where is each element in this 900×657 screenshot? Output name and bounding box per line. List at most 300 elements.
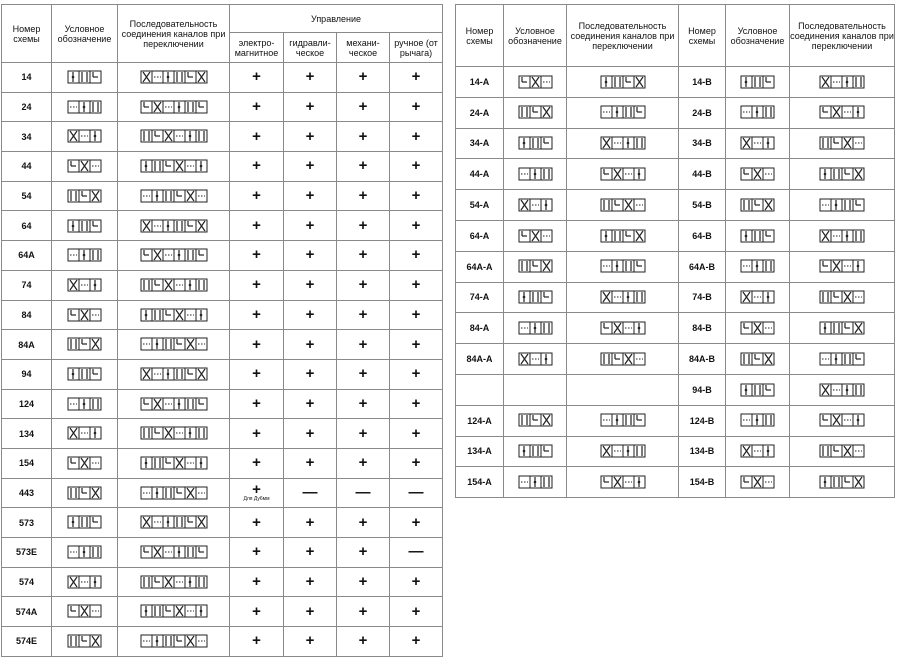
switching-sequence-icon	[140, 397, 208, 411]
control-mech-cell	[337, 122, 390, 152]
table-row	[2, 211, 443, 241]
sequence-cell	[790, 436, 895, 467]
control-manual-cell	[390, 627, 443, 657]
symbol-cell	[504, 344, 567, 375]
symbol-cell	[52, 211, 118, 241]
sequence-cell	[790, 97, 895, 128]
switching-sequence-icon	[600, 229, 646, 243]
switching-sequence-icon	[140, 337, 208, 351]
control-mark: +	[358, 602, 368, 620]
control-manual-cell	[390, 241, 443, 271]
scheme-number-cell: 74	[2, 270, 52, 300]
scheme-number-cell: 124-В	[679, 405, 726, 436]
scheme-number-cell: 124-А	[456, 405, 504, 436]
valve-symbol-icon	[740, 383, 775, 397]
symbol-cell	[52, 92, 118, 122]
control-manual-cell	[390, 448, 443, 478]
scheme-number-cell: 154-В	[679, 467, 726, 498]
valve-symbol-icon	[740, 105, 775, 119]
control-mark: +	[411, 454, 421, 472]
symbol-cell	[726, 251, 790, 282]
control-mark: +	[411, 246, 421, 264]
scheme-number-cell: 64А-А	[456, 251, 504, 282]
control-manual-cell	[390, 122, 443, 152]
symbol-cell	[726, 220, 790, 251]
valve-symbol-icon	[67, 308, 102, 322]
symbol-cell	[52, 597, 118, 627]
sequence-cell	[118, 241, 230, 271]
control-electro-cell	[230, 448, 284, 478]
control-mark: +	[411, 573, 421, 591]
control-manual-cell	[390, 508, 443, 538]
valve-symbol-icon	[740, 413, 775, 427]
valve-symbol-icon	[518, 105, 553, 119]
scheme-number-cell: 94-В	[679, 374, 726, 405]
sequence-cell	[118, 538, 230, 568]
switching-sequence-icon	[819, 136, 865, 150]
control-hydro-cell	[284, 181, 337, 211]
sequence-cell	[790, 313, 895, 344]
switching-sequence-icon	[819, 229, 865, 243]
sequence-cell	[118, 389, 230, 419]
control-mark: +	[252, 481, 261, 499]
control-electro-cell	[230, 241, 284, 271]
header-sequence: Последовательность соединения каналов при переключении	[118, 5, 230, 63]
control-electro-cell	[230, 627, 284, 657]
sequence-cell	[567, 97, 679, 128]
scheme-number-cell: 154-А	[456, 467, 504, 498]
sequence-cell	[118, 270, 230, 300]
control-mark: +	[411, 216, 421, 234]
control-hydro-cell	[284, 478, 337, 508]
symbol-cell	[52, 538, 118, 568]
control-electro-cell	[230, 597, 284, 627]
scheme-number-cell: 24-В	[679, 97, 726, 128]
table-row	[2, 270, 443, 300]
sequence-cell	[790, 467, 895, 498]
scheme-number-cell: 44-В	[679, 159, 726, 190]
valve-symbol-icon	[740, 167, 775, 181]
table-row	[456, 190, 895, 221]
control-note: Для Ду6мм	[243, 496, 270, 503]
switching-sequence-icon	[600, 75, 646, 89]
sequence-cell	[118, 419, 230, 449]
control-mark: +	[252, 513, 261, 531]
control-mark: +	[305, 157, 315, 175]
scheme-number-cell: 134-В	[679, 436, 726, 467]
symbol-cell	[504, 251, 567, 282]
switching-sequence-icon	[819, 105, 865, 119]
control-manual-cell	[390, 567, 443, 597]
scheme-number-cell: 64-В	[679, 220, 726, 251]
control-mark: +	[305, 543, 315, 561]
valve-symbol-icon	[67, 100, 102, 114]
scheme-number-cell: 84-В	[679, 313, 726, 344]
switching-sequence-icon	[140, 159, 208, 173]
control-mark: +	[411, 335, 421, 353]
control-hydro-cell	[284, 152, 337, 182]
symbol-cell	[726, 374, 790, 405]
sequence-cell	[118, 92, 230, 122]
valve-symbol-icon	[67, 397, 102, 411]
switching-sequence-icon	[140, 634, 208, 648]
valve-symbol-icon	[518, 413, 553, 427]
scheme-number-cell: 573	[2, 508, 52, 538]
valve-symbol-icon	[518, 75, 553, 89]
table-row	[456, 313, 895, 344]
control-mark: —	[355, 483, 371, 501]
control-electro-cell	[230, 92, 284, 122]
sequence-cell	[118, 597, 230, 627]
symbol-cell	[726, 405, 790, 436]
scheme-number-cell: 74-В	[679, 282, 726, 313]
control-manual-cell	[390, 300, 443, 330]
switching-sequence-icon	[600, 198, 646, 212]
symbol-cell	[52, 63, 118, 93]
table-row	[456, 405, 895, 436]
control-manual-cell	[390, 419, 443, 449]
switching-sequence-icon	[819, 352, 865, 366]
sequence-cell	[567, 374, 679, 405]
scheme-number-cell: 84	[2, 300, 52, 330]
valve-symbol-icon	[740, 475, 775, 489]
switching-sequence-icon	[140, 426, 208, 440]
symbol-cell	[52, 419, 118, 449]
control-electro-cell	[230, 152, 284, 182]
control-mark: +	[411, 98, 421, 116]
sequence-cell	[118, 478, 230, 508]
symbol-cell	[52, 389, 118, 419]
valve-symbol-icon	[518, 475, 553, 489]
control-mark: +	[252, 305, 261, 323]
symbol-cell	[504, 128, 567, 159]
table-row	[456, 467, 895, 498]
sequence-cell	[118, 152, 230, 182]
control-mark: +	[411, 632, 421, 650]
switching-sequence-icon	[600, 321, 646, 335]
sequence-cell	[790, 67, 895, 98]
valve-symbol-icon	[67, 634, 102, 648]
symbol-cell	[504, 374, 567, 405]
valve-symbol-icon	[67, 129, 102, 143]
control-electro-cell	[230, 330, 284, 360]
valve-symbol-icon	[518, 290, 553, 304]
table-row	[456, 282, 895, 313]
control-mark: +	[252, 246, 261, 264]
right-table-body	[456, 67, 895, 498]
scheme-number-cell: 154	[2, 448, 52, 478]
switching-sequence-icon	[140, 278, 208, 292]
control-manual-cell	[390, 359, 443, 389]
control-mark: +	[252, 127, 261, 145]
control-manual-cell	[390, 597, 443, 627]
switching-sequence-icon	[600, 259, 646, 273]
valve-symbol-icon	[740, 136, 775, 150]
sequence-cell	[567, 282, 679, 313]
switching-sequence-icon	[819, 259, 865, 273]
control-electro-cell	[230, 122, 284, 152]
sequence-cell	[790, 159, 895, 190]
table-row	[2, 181, 443, 211]
table-row	[2, 478, 443, 508]
table-row	[2, 597, 443, 627]
switching-sequence-icon	[140, 248, 208, 262]
control-mark: +	[305, 246, 315, 264]
scheme-number-cell: 134	[2, 419, 52, 449]
sequence-cell	[790, 405, 895, 436]
control-mech-cell	[337, 597, 390, 627]
symbol-cell	[504, 405, 567, 436]
valve-symbol-icon	[740, 75, 775, 89]
symbol-cell	[726, 467, 790, 498]
header-symbol-a: Условное обозначение	[504, 5, 567, 67]
symbol-cell	[726, 190, 790, 221]
control-mark: —	[302, 483, 318, 501]
valve-symbol-icon	[67, 70, 102, 84]
control-mark: +	[252, 365, 261, 383]
table-row	[456, 159, 895, 190]
switching-sequence-icon	[140, 604, 208, 618]
sequence-cell	[567, 405, 679, 436]
control-mark: +	[305, 187, 315, 205]
switching-sequence-icon	[140, 308, 208, 322]
sequence-cell	[118, 448, 230, 478]
switching-sequence-icon	[819, 444, 865, 458]
valve-symbol-icon	[740, 290, 775, 304]
sequence-cell	[567, 313, 679, 344]
symbol-cell	[52, 241, 118, 271]
control-hydro-cell	[284, 448, 337, 478]
control-mark: +	[411, 305, 421, 323]
switching-sequence-icon	[819, 167, 865, 181]
scheme-number-cell: 44	[2, 152, 52, 182]
header-sequence-a: Последовательность соединения каналов при переключении	[567, 5, 679, 67]
symbol-cell	[52, 567, 118, 597]
sequence-cell	[567, 67, 679, 98]
valve-symbol-icon	[67, 515, 102, 529]
control-mech-cell	[337, 567, 390, 597]
valve-symbol-icon	[67, 278, 102, 292]
symbol-cell	[504, 282, 567, 313]
switching-sequence-icon	[140, 515, 208, 529]
control-mark: +	[411, 365, 421, 383]
scheme-number-cell: 34-А	[456, 128, 504, 159]
valve-symbol-icon	[518, 198, 553, 212]
control-mark: +	[411, 157, 421, 175]
scheme-number-cell: 54-А	[456, 190, 504, 221]
control-mark: +	[411, 68, 421, 86]
left-table-body	[2, 63, 443, 657]
symbol-cell	[52, 627, 118, 657]
control-mark: +	[358, 454, 368, 472]
symbol-cell	[52, 300, 118, 330]
scheme-number-cell: 54	[2, 181, 52, 211]
scheme-number-cell: 84-А	[456, 313, 504, 344]
table-row	[2, 241, 443, 271]
table-row	[2, 63, 443, 93]
sequence-cell	[118, 627, 230, 657]
symbol-cell	[52, 359, 118, 389]
control-mark: +	[305, 335, 315, 353]
scheme-number-cell: 44-А	[456, 159, 504, 190]
valve-symbol-icon	[740, 198, 775, 212]
sequence-cell	[118, 330, 230, 360]
table-row	[2, 92, 443, 122]
scheme-number-cell: 54-В	[679, 190, 726, 221]
control-mech-cell	[337, 627, 390, 657]
symbol-cell	[726, 128, 790, 159]
control-mark: +	[305, 98, 315, 116]
scheme-number-cell: 64-А	[456, 220, 504, 251]
control-mark: +	[252, 187, 261, 205]
table-row	[2, 330, 443, 360]
sequence-cell	[790, 282, 895, 313]
header-manual: ручное (от рычага)	[390, 33, 443, 63]
control-mark: +	[305, 424, 315, 442]
control-mark: +	[252, 335, 261, 353]
control-mark: +	[305, 632, 315, 650]
control-mark: +	[411, 276, 421, 294]
control-mark: +	[252, 216, 261, 234]
control-electro-cell	[230, 508, 284, 538]
symbol-cell	[504, 67, 567, 98]
control-mark: +	[252, 98, 261, 116]
sequence-cell	[567, 467, 679, 498]
control-mech-cell	[337, 300, 390, 330]
control-hydro-cell	[284, 359, 337, 389]
control-mark: +	[358, 394, 368, 412]
control-mark: +	[358, 424, 368, 442]
control-mark: +	[411, 513, 421, 531]
table-row	[456, 67, 895, 98]
scheme-number-cell: 24-А	[456, 97, 504, 128]
table-row	[2, 508, 443, 538]
scheme-number-cell: 94	[2, 359, 52, 389]
symbol-cell	[52, 270, 118, 300]
control-manual-cell	[390, 211, 443, 241]
symbol-cell	[52, 478, 118, 508]
sequence-cell	[567, 220, 679, 251]
symbol-cell	[504, 97, 567, 128]
valve-symbol-icon	[518, 259, 553, 273]
control-mark: +	[358, 246, 368, 264]
scheme-number-cell: 34	[2, 122, 52, 152]
control-mark: +	[252, 573, 261, 591]
valve-symbol-icon	[740, 259, 775, 273]
sequence-cell	[118, 300, 230, 330]
control-mark: +	[358, 276, 368, 294]
valve-symbol-icon	[67, 545, 102, 559]
control-mech-cell	[337, 538, 390, 568]
sequence-cell	[790, 220, 895, 251]
valve-symbol-icon	[518, 136, 553, 150]
scheme-number-cell: 134-А	[456, 436, 504, 467]
header-scheme-number-b: Номер схемы	[679, 5, 726, 67]
sequence-cell	[118, 63, 230, 93]
table-row	[2, 359, 443, 389]
header-electromagnetic: электро-магнитное	[230, 33, 284, 63]
control-mark: +	[358, 68, 368, 86]
valve-symbol-icon	[518, 352, 553, 366]
control-mark: +	[252, 454, 261, 472]
control-mark: +	[358, 573, 368, 591]
sequence-cell	[567, 190, 679, 221]
symbol-cell	[504, 159, 567, 190]
control-mark: +	[252, 424, 261, 442]
control-manual-cell	[390, 181, 443, 211]
control-mark: +	[305, 513, 315, 531]
control-mark: +	[358, 216, 368, 234]
table-row	[2, 627, 443, 657]
control-hydro-cell	[284, 122, 337, 152]
control-mark: +	[305, 305, 315, 323]
control-hydro-cell	[284, 389, 337, 419]
control-hydro-cell	[284, 508, 337, 538]
switching-sequence-icon	[140, 129, 208, 143]
symbol-cell	[726, 436, 790, 467]
symbol-cell	[52, 448, 118, 478]
control-manual-cell	[390, 538, 443, 568]
sequence-cell	[118, 359, 230, 389]
valve-symbol-icon	[67, 367, 102, 381]
table-row	[456, 344, 895, 375]
symbol-cell	[52, 508, 118, 538]
scheme-number-cell: 84А	[2, 330, 52, 360]
valve-symbol-icon	[67, 456, 102, 470]
valve-symbol-icon	[67, 575, 102, 589]
control-electro-cell	[230, 478, 284, 508]
switching-sequence-icon	[819, 290, 865, 304]
scheme-number-cell: 14-В	[679, 67, 726, 98]
control-mech-cell	[337, 389, 390, 419]
control-mark: —	[408, 543, 424, 561]
sequence-cell	[567, 344, 679, 375]
control-electro-cell	[230, 300, 284, 330]
control-mark: +	[411, 394, 421, 412]
sequence-cell	[567, 159, 679, 190]
control-mark: +	[358, 543, 368, 561]
scheme-number-cell: 64А-В	[679, 251, 726, 282]
table-row	[456, 374, 895, 405]
symbol-cell	[726, 97, 790, 128]
switching-sequence-icon	[819, 413, 865, 427]
scheme-number-cell: 443	[2, 478, 52, 508]
control-mark: +	[358, 632, 368, 650]
control-electro-cell	[230, 389, 284, 419]
scheme-number-cell: 14	[2, 63, 52, 93]
table-row	[2, 300, 443, 330]
valve-symbol-icon	[67, 159, 102, 173]
switching-sequence-icon	[600, 444, 646, 458]
header-sequence-b: Последовательность соединения каналов при переключении	[790, 5, 895, 67]
scheme-number-cell	[456, 374, 504, 405]
control-mech-cell	[337, 152, 390, 182]
control-mark: —	[408, 483, 424, 501]
control-mark: +	[358, 127, 368, 145]
header-control: Управление	[230, 5, 443, 33]
scheme-number-cell: 124	[2, 389, 52, 419]
control-mech-cell	[337, 211, 390, 241]
valve-symbol-icon	[740, 229, 775, 243]
control-mark: +	[411, 602, 421, 620]
control-electro-cell	[230, 270, 284, 300]
table-row	[456, 251, 895, 282]
switching-sequence-icon	[600, 475, 646, 489]
control-mark: +	[252, 394, 261, 412]
table-row	[456, 128, 895, 159]
scheme-number-cell: 64А	[2, 241, 52, 271]
control-mark: +	[411, 187, 421, 205]
